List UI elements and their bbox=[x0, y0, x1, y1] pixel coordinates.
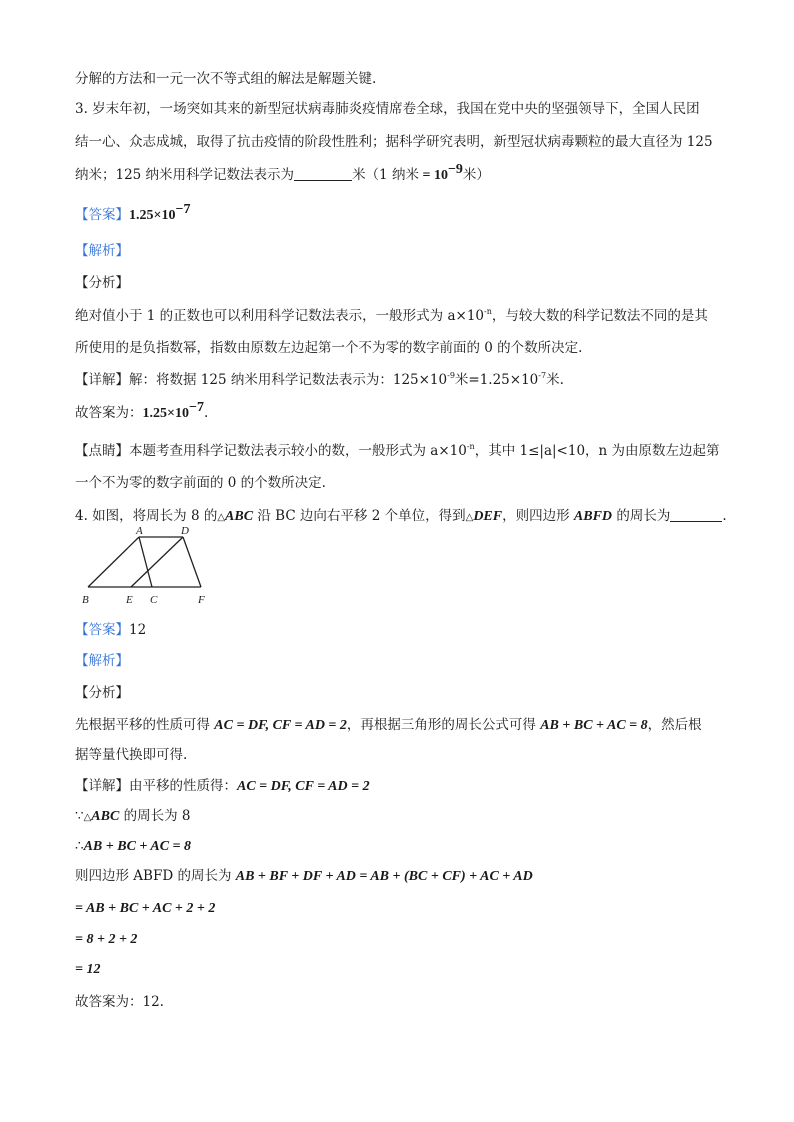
q4-analysis-tag: 【解析】 bbox=[75, 653, 129, 669]
vertex-label-c: C bbox=[150, 594, 158, 606]
q4-answer bbox=[75, 621, 146, 639]
q3-answer: 【答案】$1.25\times 10^{-7}$ bbox=[75, 202, 191, 223]
q4-step-2 bbox=[75, 837, 191, 856]
q4-formula-3: AC = DF, CF = AD = 2 bbox=[237, 779, 370, 794]
q4-text-a: 4. 如图，将周长为 8 的 bbox=[75, 508, 218, 524]
detail-tag: 【详解】 bbox=[75, 778, 129, 794]
q4-step-1c: 的周长为 8 bbox=[119, 808, 191, 824]
q4-answer-value: 12 bbox=[129, 622, 147, 638]
q3-text-3: 纳米；125 纳米用科学记数法表示为 米（1 纳米 = $10^{-9}$米） bbox=[75, 162, 490, 183]
q4-detail-1a: 由平移的性质得： bbox=[129, 778, 237, 794]
q4-formula-4: AB + BC + AC = 8 bbox=[83, 839, 192, 854]
q4-triangle-abc: ABC bbox=[225, 509, 254, 524]
q3-note-2: 一个不为零的数字前面的 0 的个数所决定. bbox=[75, 475, 326, 491]
q4-fenxi-tag: 【分析】 bbox=[75, 685, 129, 701]
vertex-label-a: A bbox=[136, 527, 143, 537]
q3-fenxi-1: 绝对值小于 1 的正数也可以利用科学记数法表示，一般形式为 $a\times 10^{-n}$，与较大数的科学记数法不同的是其 bbox=[75, 307, 708, 324]
vertex-label-d: D bbox=[181, 527, 189, 537]
q3-detail-a: 解：将数据 125 纳米用科学记数法表示为：125×10 bbox=[129, 372, 448, 388]
q3-power-base: 10 bbox=[433, 168, 448, 183]
q3-fenxi-1b: ，与较大数的科学记数法不同的是其 bbox=[491, 308, 708, 324]
q4-step-5: = 8 + 2 + 2 bbox=[75, 932, 138, 947]
q3-answer-value: 1.25×10 bbox=[129, 208, 176, 223]
because-symbol: ∵ bbox=[75, 808, 84, 824]
vertex-label-b: B bbox=[82, 594, 89, 606]
note-tag: 【点睛】 bbox=[75, 443, 129, 459]
q3-note-1: 【点睛】本题考查用科学记数法表示较小的数，一般形式为 $a\times 10^{-n}$，其中 1≤|a|<10，n 为由原数左边起第 bbox=[75, 442, 720, 459]
answer-blank bbox=[670, 508, 722, 522]
q4-text-b: 沿 BC 边向右平移 2 个单位，得到 bbox=[253, 508, 466, 524]
q4-fenxi-2: 据等量代换即可得. bbox=[75, 747, 188, 763]
answer-tag: 【答案】 bbox=[75, 622, 129, 638]
q4-step-1: ∵△ABC 的周长为 8 bbox=[75, 808, 191, 824]
q3-fenxi-tag: 【分析】 bbox=[75, 275, 129, 291]
q4-triangle-def: DEF bbox=[473, 509, 503, 524]
answer-blank bbox=[294, 167, 352, 181]
q3-conclusion-label: 故答案为： bbox=[75, 405, 143, 421]
q3-text-2: 结一心、众志成城，取得了抗击疫情的阶段性胜利；据科学研究表明，新型冠状病毒颗粒的最大直径为 125 bbox=[75, 134, 713, 150]
q4-fenxi-1a: 先根据平移的性质可得 bbox=[75, 717, 215, 733]
line-intro: 分解的方法和一元一次不等式组的解法是解题关键. bbox=[75, 71, 377, 87]
q3-text-3b: 米（1 纳米 bbox=[352, 167, 419, 183]
q4-quad-abfd: ABFD bbox=[573, 509, 613, 524]
translation-figure bbox=[80, 527, 220, 609]
q3-detail: 【详解】解：将数据 125 纳米用科学记数法表示为：$125\times 10^{-9}$米$=1.25\times 10^{-7}$米. bbox=[75, 371, 564, 388]
detail-tag: 【详解】 bbox=[75, 372, 129, 388]
q4-text-c: ，则四边形 bbox=[502, 508, 574, 524]
therefore-symbol: ∴ bbox=[75, 838, 84, 854]
q4-text: 4. 如图，将周长为 8 的△ABC 沿 BC 边向右平移 2 个单位，得到△DEF，则四边形 ABFD 的周长为 . bbox=[75, 508, 727, 524]
q3-text-3a: 纳米；125 纳米用科学记数法表示为 bbox=[75, 167, 295, 183]
q3-text-3c: 米） bbox=[462, 167, 490, 183]
q3-detail-c: 米. bbox=[546, 372, 564, 388]
q4-formula-1: AC = DF, CF = AD = 2 bbox=[214, 718, 347, 733]
q3-detail-b: 米=1.25×10 bbox=[454, 372, 539, 388]
q4-step-6: = 12 bbox=[75, 962, 101, 977]
q4-formula-5: AB + BF + DF + AD = AB + (BC + CF) + AC + AD bbox=[235, 869, 533, 884]
q3-fenxi-1a: 绝对值小于 1 的正数也可以利用科学记数法表示，一般形式为 a×10 bbox=[75, 308, 485, 324]
q3-note-1b: ，其中 1≤|a|<10，n 为由原数左边起第 bbox=[474, 443, 720, 459]
q4-fenxi-1 bbox=[75, 716, 702, 735]
vertex-label-e: E bbox=[126, 594, 133, 606]
vertex-label-f: F bbox=[198, 594, 205, 606]
answer-tag: 【答案】 bbox=[75, 207, 129, 223]
q3-note-1a: 本题考查用科学记数法表示较小的数，一般形式为 a×10 bbox=[129, 443, 467, 459]
q3-text-1: 3. 岁末年初，一场突如其来的新型冠状病毒肺炎疫情席卷全球，我国在党中央的坚强领导下，全国人民团 bbox=[75, 101, 700, 117]
q3-analysis-tag: 【解析】 bbox=[75, 243, 129, 259]
q4-text-d: 的周长为 bbox=[612, 508, 671, 524]
q3-fenxi-2: 所使用的是负指数幂，指数由原数左边起第一个不为零的数字前面的 0 的个数所决定. bbox=[75, 340, 583, 356]
q4-formula-2: AB + BC + AC = 8 bbox=[540, 718, 648, 733]
q4-triangle-abc: ABC bbox=[91, 809, 120, 824]
q4-conclusion: 故答案为：12. bbox=[75, 994, 164, 1010]
q3-conclusion: 故答案为：$1.25\times 10^{-7}$. bbox=[75, 400, 209, 421]
q4-step-3a: 则四边形 ABFD 的周长为 bbox=[75, 868, 236, 884]
q4-step-3 bbox=[75, 867, 533, 886]
q4-fenxi-1c: ，再根据三角形的周长公式可得 bbox=[346, 717, 541, 733]
q4-fenxi-1e: ，然后根 bbox=[647, 717, 702, 733]
q3-conclusion-value: 1.25×10 bbox=[142, 406, 189, 421]
q4-step-4: = AB + BC + AC + 2 + 2 bbox=[75, 901, 216, 916]
q4-detail-1 bbox=[75, 777, 370, 796]
